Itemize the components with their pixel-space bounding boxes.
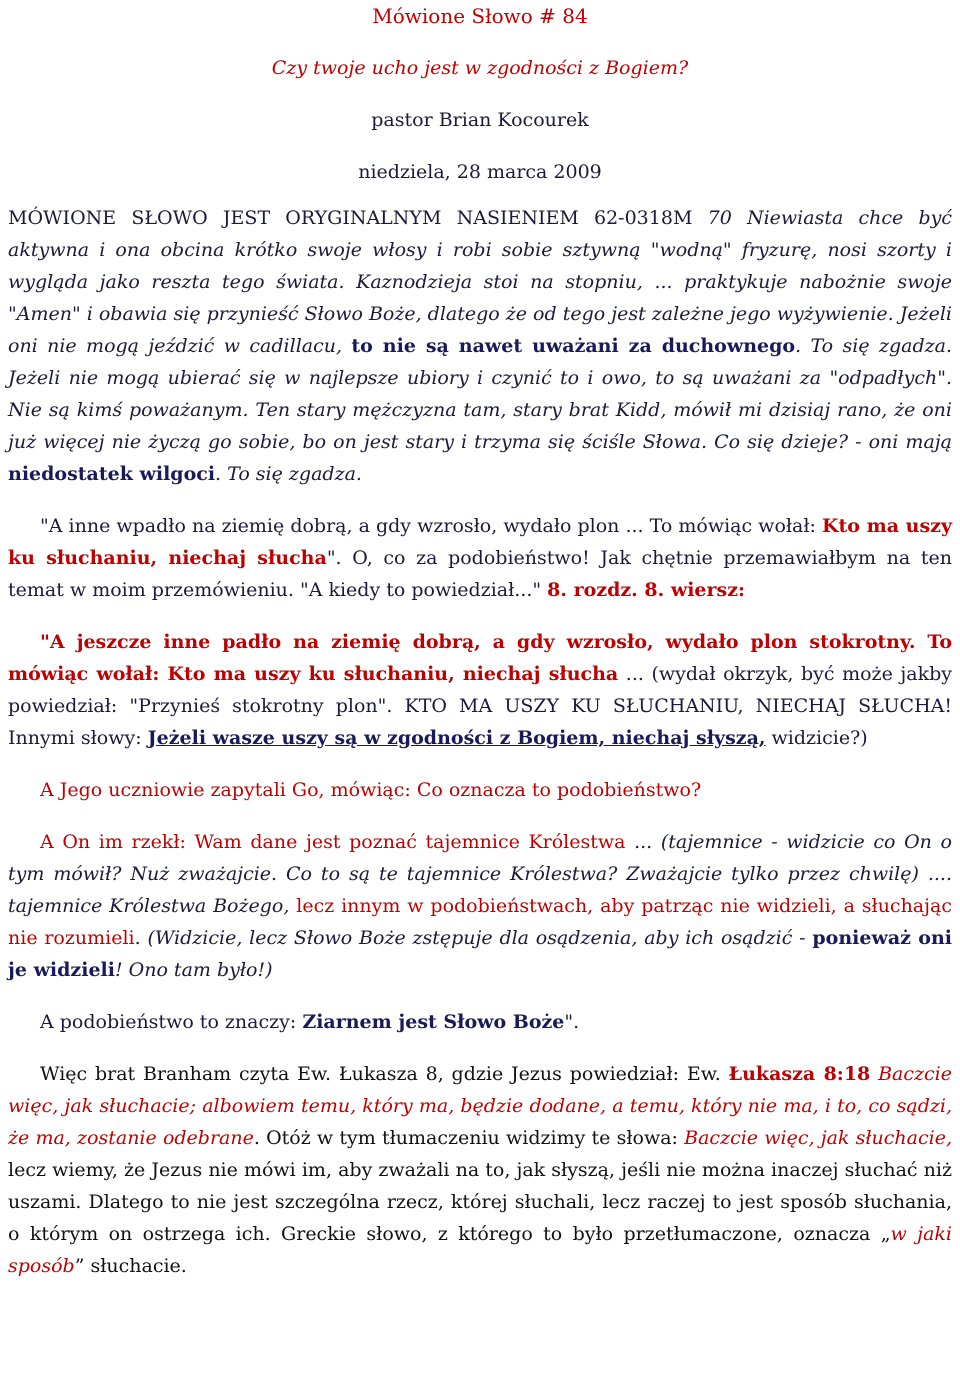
document-date: niedziela, 28 marca 2009 <box>358 161 602 183</box>
paragraph-hundredfold <box>8 626 952 754</box>
luke-text-end: ” słuchacie. <box>74 1255 187 1277</box>
quote-bold-phrase: to nie są nawet uważani za duchownego <box>351 335 796 357</box>
hundredfold-text-end: widzicie?) <box>765 727 868 749</box>
document-title: Mówione Słowo # 84 <box>372 4 588 28</box>
parable-text: "A inne wpadło na ziemię dobrą, a gdy wzrosło, wydało plon ... To mówiąc wołał: <box>40 515 822 537</box>
paragraph-parable <box>8 510 952 606</box>
seed-word-text-end: ". <box>564 1011 580 1033</box>
paragraph-spoken-word-quote <box>8 202 952 490</box>
parable-red-phrase: Kto ma uszy ku słuchaniu, niechaj słucha <box>8 515 952 569</box>
document-subtitle: Czy twoje ucho jest w zgodności z Bogiem? <box>271 57 689 79</box>
luke-text-cont: . Otóż w tym tłumaczeniu widzimy te słowa: <box>253 1127 685 1149</box>
luke-text: Więc brat Branham czyta Ew. Łukasza 8, gdzie Jezus powiedział: Ew. <box>40 1063 729 1085</box>
mysteries-red-phrase: lecz innym w podobieństwach, aby patrząc nie widzieli, a słuchając nie rozumieli <box>8 895 952 949</box>
mysteries-text-end: ! Ono tam było!) <box>114 959 273 981</box>
luke-reference: Łukasza 8:18 <box>728 1063 871 1085</box>
quote-text-end: . To się zgadza. <box>215 463 362 485</box>
mysteries-text: ... (tajemnice - widzicie co On o tym mówił? Nuż zważajcie. Co to są te tajemnice Królestwa? Zważajcie tylko przez chwilę) .... tajemnice Królestwa Bożego, <box>8 831 952 917</box>
mysteries-bold-phrase: ponieważ oni je widzieli <box>8 927 952 981</box>
luke-phrase-manner: w jaki sposób <box>8 1223 952 1277</box>
disciples-question-text: A Jego uczniowie zapytali Go, mówiąc: Co oznacza to podobieństwo? <box>40 779 702 801</box>
paragraph-seed-word <box>8 1006 952 1038</box>
luke-text-cont-2: lecz wiemy, że Jezus nie mówi im, aby zważali na to, jak słyszą, jeśli nie można inaczej słuchać niż uszami. Dlatego to nie jest szczególna rzecz, której słuchali, lecz raczej to jest sposób słuchania, o którym on ostrzega ich. Greckie słowo, z którego to było przetłumaczone, oznacza „ <box>8 1159 952 1245</box>
luke-verse-quote: Baczcie więc, jak słuchacie, <box>684 1127 952 1149</box>
document-author: pastor Brian Kocourek <box>371 109 589 131</box>
quote-bold-phrase-2: niedostatek wilgoci <box>8 463 216 485</box>
seed-word-text: A podobieństwo to znaczy: <box>40 1011 303 1033</box>
paragraph-luke-reading <box>8 1058 952 1282</box>
quote-text: 70 Niewiasta chce być aktywna i ona obcina krótko swoje włosy i robi sobie sztywną "wodną" fryzurę, nosi szorty i wygląda jako reszta tego świata. Kaznodzieja stoi na stopniu, ... praktykuje nabożnie swoje "Amen" i obawia się przynieść Słowo Boże, dlatego że od tego jest zależne jego wyżywienie. Jeżeli oni nie mogą jeździć w cadillacu, <box>8 207 952 357</box>
hundredfold-red-text: "A jeszcze inne padło na ziemię dobrą, a gdy wzrosło, wydało plon stokrotny. To mówiąc wołał: Kto ma uszy ku słuchaniu, niechaj słucha <box>8 631 952 685</box>
parable-text-cont: ". O, co za podobieństwo! Jak chętnie przemawiałbym na ten temat w moim przemówieniu. "A kiedy to powiedział..." <box>8 547 952 601</box>
seed-word-bold-phrase: Ziarnem jest Słowo Boże <box>302 1011 565 1033</box>
paragraph-mysteries <box>8 826 952 986</box>
hundredfold-underlined-phrase: Jeżeli wasze uszy są w zgodności z Bogiem, niechaj słyszą, <box>147 727 766 749</box>
paragraph-disciples-question <box>8 774 952 806</box>
luke-verse-text: Baczcie więc, jak słuchacie; albowiem temu, który ma, będzie dodane, a temu, który nie ma, i to, co sądzi, że ma, zostanie odebrane <box>8 1063 952 1149</box>
quote-text-cont: . To się zgadza. Jeżeli nie mogą ubierać się w najlepsze ubiory i czynić to i owo, to są uważani za "odpadłych". Nie są kimś poważanym. Ten stary mężczyzna tam, stary brat Kidd, mówił mi dzisiaj rano, że oni już więcej nie życzą go sobie, bo on jest stary i trzyma się ściśle Słowa. Co się dzieje? - oni mają <box>8 335 952 453</box>
mysteries-red-text: A On im rzekł: Wam dane jest poznać tajemnice Królestwa <box>40 831 626 853</box>
parable-chapter-ref: 8. rozdz. 8. wiersz: <box>547 579 746 601</box>
mysteries-text-cont: . (Widzicie, lecz Słowo Boże zstępuje dla osądzenia, aby ich osądzić - <box>134 927 813 949</box>
quote-source-heading: MÓWIONE SŁOWO JEST ORYGINALNYM NASIENIEM 62-0318M <box>8 207 693 229</box>
hundredfold-text: ... (wydał okrzyk, być może jakby powiedział: "Przynieś stokrotny plon". KTO MA USZY KU SŁUCHANIU, NIECHAJ SŁUCHA! Innymi słowy: <box>8 663 953 749</box>
